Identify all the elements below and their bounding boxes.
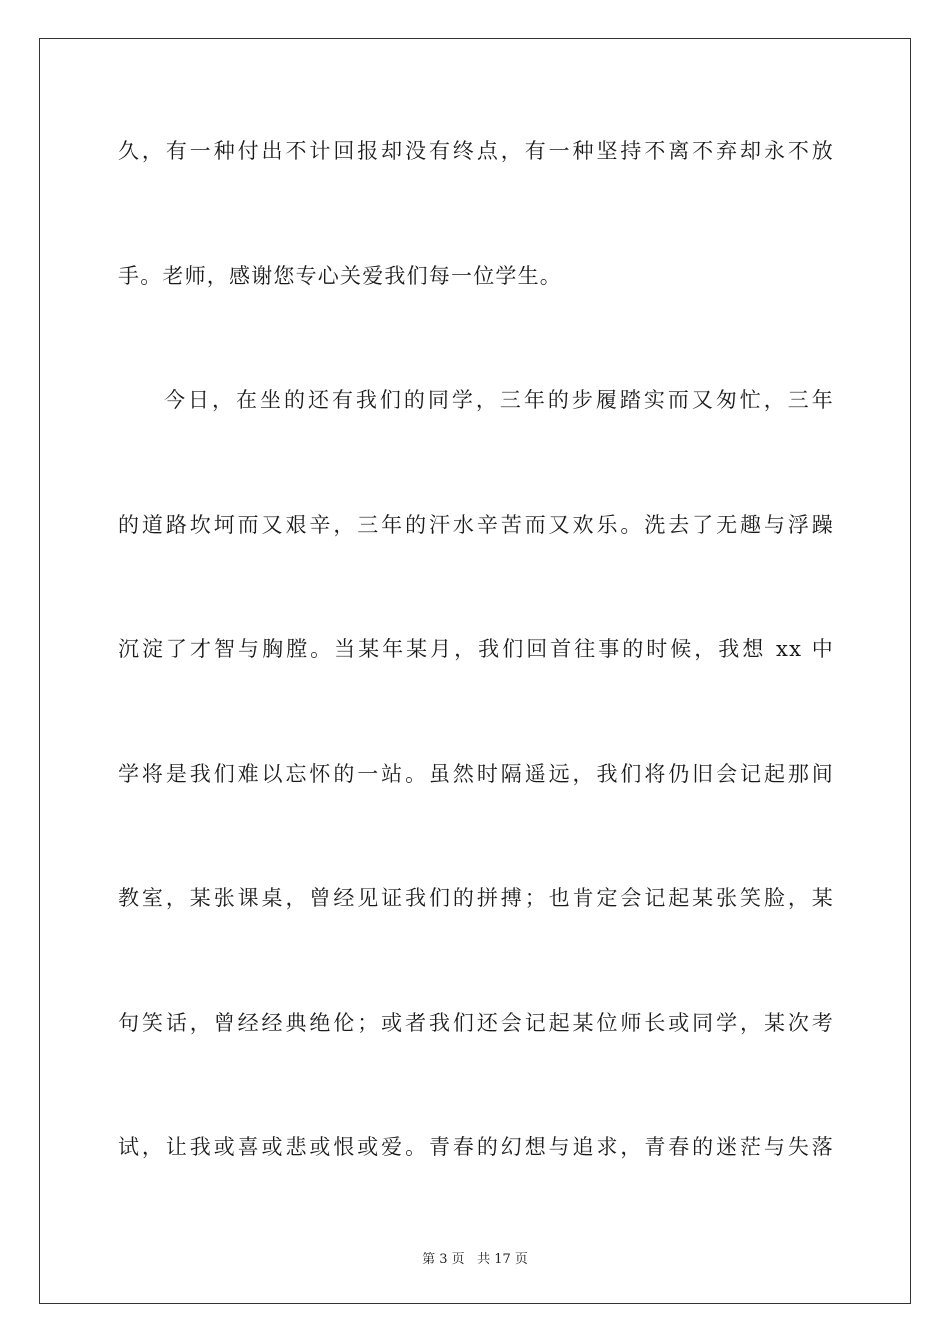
text-line-5: 沉淀了才智与胸膛。当某年某月，我们回首往事的时候，我想 xx 中 (118, 637, 834, 661)
current-page-number: 第 3 页 (422, 1252, 465, 1267)
text-line-9: 试，让我或喜或悲或恨或爱。青春的幻想与追求，青春的迷茫与失落 (118, 1135, 834, 1159)
text-line-1: 久，有一种付出不计回报却没有终点，有一种坚持不离不弃却永不放 (118, 139, 834, 163)
total-page-count: 共 17 页 (477, 1252, 528, 1267)
text-line-2: 手。老师，感谢您专心关爱我们每一位学生。 (118, 264, 562, 288)
text-line-4: 的道路坎坷而又艰辛，三年的汗水辛苦而又欢乐。洗去了无趣与浮躁 (118, 513, 834, 537)
text-line-8: 句笑话，曾经经典绝伦；或者我们还会记起某位师长或同学，某次考 (118, 1011, 834, 1035)
text-line-7: 教室，某张课桌，曾经见证我们的拼搏；也肯定会记起某张笑脸，某 (118, 886, 834, 910)
page-border (39, 38, 911, 1304)
text-line-6: 学将是我们难以忘怀的一站。虽然时隔遥远，我们将仍旧会记起那间 (118, 762, 834, 786)
page-footer (0, 1248, 950, 1267)
text-line-3: 今日，在坐的还有我们的同学，三年的步履踏实而又匆忙，三年 (164, 388, 834, 412)
